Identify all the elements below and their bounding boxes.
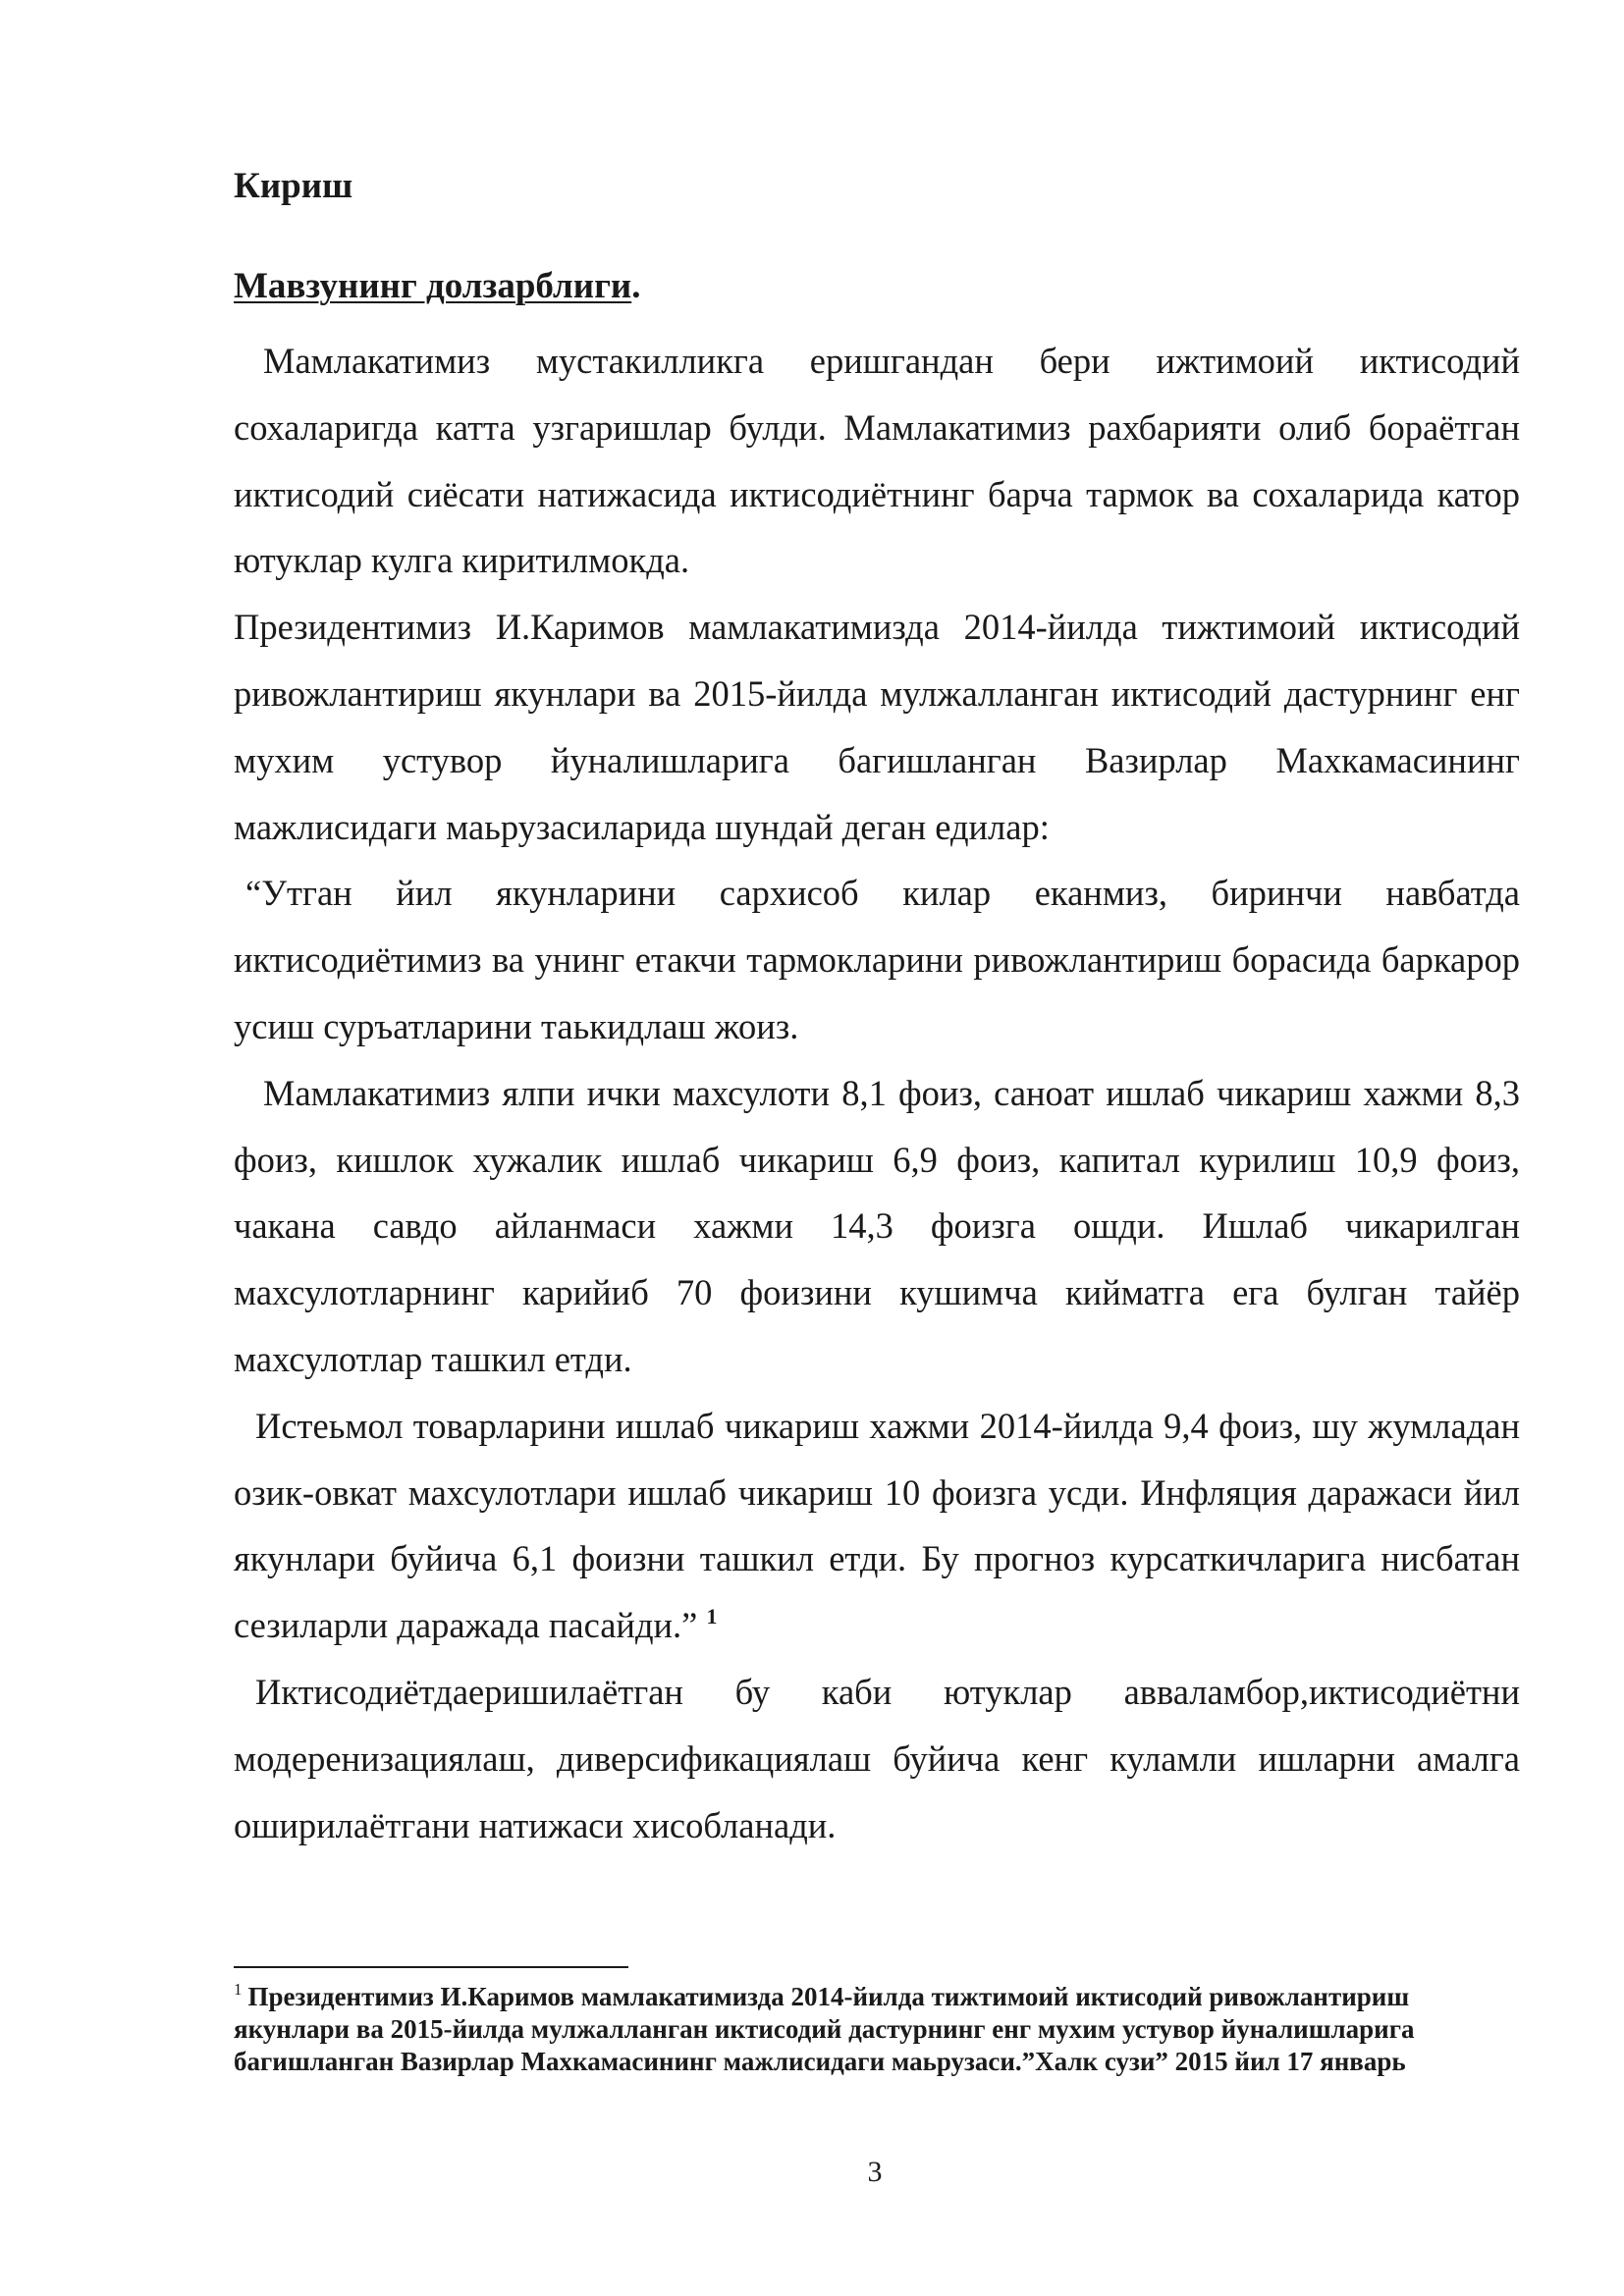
paragraph-consumer-goods-text: Истеьмол товарларини ишлаб чикариш хажми 2014-йилда 9,4 фоиз, шу жумладан озик-овкат махсулотлари ишлаб чикариш 10 фоизга усди. Инфляция даражаси йил якунлари буйича 6,1 фоизни ташкил етди. Бу прогноз курсаткичларига нисбатан сезиларли даражада пасайди.”: [234, 1405, 1520, 1646]
page-number: 3: [867, 2156, 883, 2188]
subsection-heading-period: .: [631, 266, 641, 306]
subsection-heading-text: Мавзунинг долзарблиги: [234, 266, 632, 306]
paragraph-conclusion: Иктисодиётдаеришилаётган бу каби ютуклар авваламбор,иктисодиётни модеренизациялаш, диверсификациялаш буйича кенг куламли ишларни амалга оширилаётгани натижаси хисобланади.: [234, 1671, 1520, 1845]
paragraph-statistics: Мамлакатимиз ялпи ички махсулоти 8,1 фоиз, саноат ишлаб чикариш хажми 8,3 фоиз, кишлок хужалик ишлаб чикариш 6,9 фоиз, капитал курилиш 10,9 фоиз, чакана савдо айланмаси хажми 14,3 фоизга ошди. Ишлаб чикарилган махсулотларнинг карийиб 70 фоизини кушимча кийматга ега булган тайёр махсулотлар ташкил етди.: [234, 1072, 1520, 1379]
body-text: [234, 328, 1520, 1858]
paragraph-intro: Мамлакатимиз мустакилликга еришгандан бери ижтимоий иктисодий сохаларигда катта узгаришлар булди. Мамлакатимиз рахбарияти олиб бораётган иктисодий сиёсати натижасида иктисодиётнинг барча тармок ва сохаларида катор ютуклар кулга киритилмокда.: [234, 341, 1520, 581]
section-heading: Кириш: [234, 166, 353, 206]
footnote-reference: 1: [706, 1604, 718, 1629]
paragraph-president: Президентимиз И.Каримов мамлакатимизда 2014-йилда тижтимоий иктисодий ривожлантириш якунлари ва 2015-йилда мулжалланган иктисодий дастурнинг енг мухим устувор йуналишларига багишланган Вазирлар Махкамасининг мажлисидаги маьрузасиларида шундай деган едилар:: [234, 607, 1520, 847]
paragraph-quote-start: “Утган йил якунларини сархисоб килар еканмиз, биринчи навбатда иктисодиётимиз ва унинг етакчи тармокларини ривожлантириш борасида баркарор усиш суръатларини таькидлаш жоиз.: [234, 873, 1520, 1046]
paragraph-consumer-goods: [234, 1393, 1520, 1659]
footnote-number: 1: [234, 1980, 243, 1999]
footnote-separator: [234, 1966, 628, 1968]
subsection-heading: [234, 265, 640, 307]
footnote: [234, 1981, 1520, 2078]
footnote-text: Президентимиз И.Каримов мамлакатимизда 2014-йилда тижтимоий иктисодий ривожлантириш якунлари ва 2015-йилда мулжалланган иктисодий дастурнинг енг мухим устувор йуналишларига багишланган Вазирлар Махкамасининг мажлисидаги маьрузаси.”Халк сузи” 2015 йил 17 январь: [234, 1982, 1415, 2076]
